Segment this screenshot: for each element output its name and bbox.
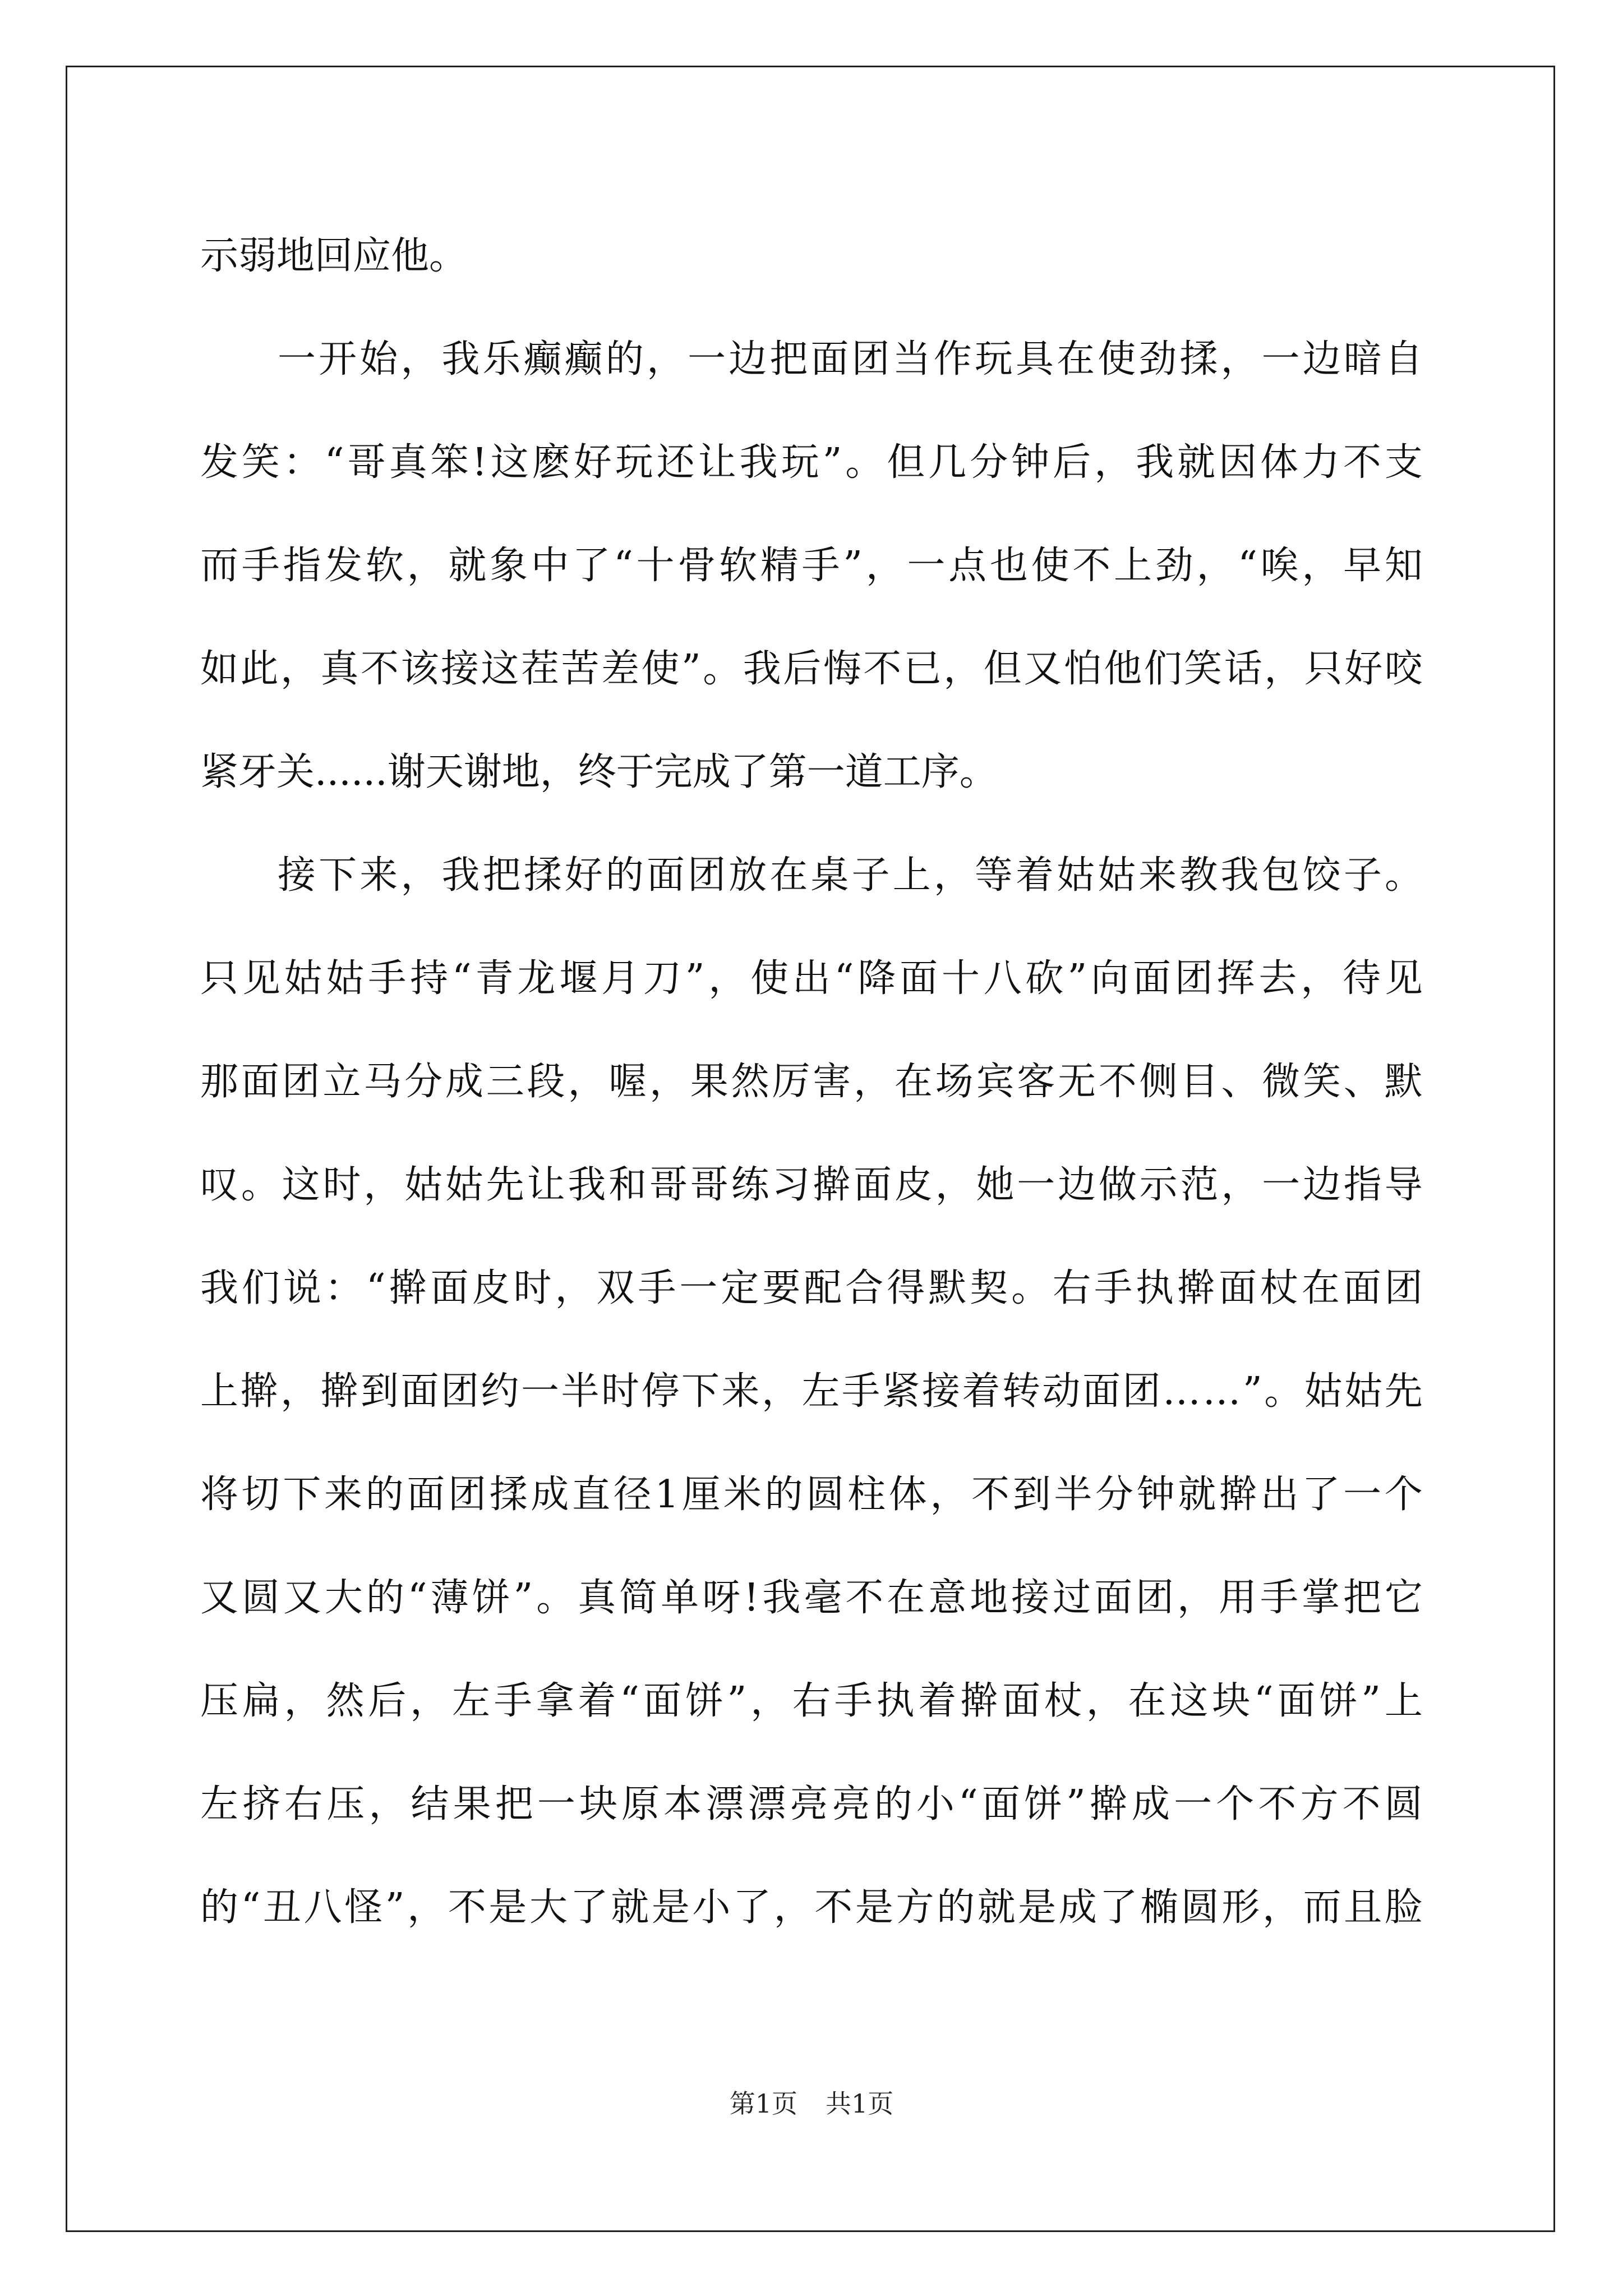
text-line-14 <box>200 1547 1423 1650</box>
text-line-11 <box>200 1237 1423 1340</box>
text-line-9 <box>200 1030 1423 1134</box>
text-line-4 <box>200 514 1423 618</box>
text-line-5 <box>200 618 1423 721</box>
text-line-12 <box>200 1340 1423 1443</box>
text-line-13 <box>200 1443 1423 1547</box>
text-line-8 <box>200 927 1423 1030</box>
text-line-16 <box>200 1753 1423 1856</box>
justified-glyphs: 左 挤 右 压 ， 结 果 把 一 块 原 本 漂 漂 亮 亮 的 小 “ 面 饼 ” 擀 成 一 个 不 方 不 圆 <box>200 1782 1423 1826</box>
justified-glyphs: 又 圆 又 大 的 “ 薄 饼 ” 。 真 简 单 呀 ! 我 毫 不 在 意 地 接 过 面 团 ， 用 手 掌 把 它 <box>200 1576 1423 1620</box>
justified-glyphs: 那 面 团 立 马 分 成 三 段 ， 喔 ， 果 然 厉 害 ， 在 场 宾 客 无 不 侧 目 、 微 笑 、 默 <box>200 1060 1423 1104</box>
text-line-15 <box>200 1650 1423 1753</box>
justified-glyphs: 只 见 姑 姑 手 持 “ 青 龙 堰 月 刀 ” ， 使 出 “ 降 面 十 八 砍 ” 向 面 团 挥 去 ， 待 见 <box>200 956 1423 1001</box>
page-total: 共1页 <box>826 2088 894 2119</box>
text-line-1: 示弱地回应他。 <box>200 234 468 278</box>
justified-glyphs: 上 擀 ， 擀 到 面 团 约 一 半 时 停 下 来 ， 左 手 紧 接 着 转 动 面 团 … … ” 。 姑 姑 先 <box>200 1369 1423 1414</box>
justified-glyphs: 接 下 来 ， 我 把 揉 好 的 面 团 放 在 桌 子 上 ， 等 着 姑 姑 来 教 我 包 饺 子 。 <box>278 853 1423 898</box>
text-line-3 <box>200 411 1423 514</box>
justified-glyphs: 叹 。 这 时 ， 姑 姑 先 让 我 和 哥 哥 练 习 擀 面 皮 ， 她 一 边 做 示 范 ， 一 边 指 导 <box>200 1163 1423 1207</box>
justified-glyphs: 一 开 始 ， 我 乐 癫 癫 的 ， 一 边 把 面 团 当 作 玩 具 在 使 劲 揉 ， 一 边 暗 自 <box>278 337 1423 381</box>
justified-glyphs: 将 切 下 来 的 面 团 揉 成 直 径 1 厘 米 的 圆 柱 体 ， 不 到 半 分 钟 就 擀 出 了 一 个 <box>200 1473 1423 1517</box>
justified-glyphs: 的 “ 丑 八 怪 ” ， 不 是 大 了 就 是 小 了 ， 不 是 方 的 就 是 成 了 椭 圆 形 ， 而 且 脸 <box>200 1885 1423 1930</box>
text-line-10 <box>200 1134 1423 1237</box>
justified-glyphs: 如 此 ， 真 不 该 接 这 茬 苦 差 使 ” 。 我 后 悔 不 已 ， 但 又 怕 他 们 笑 话 ， 只 好 咬 <box>200 647 1423 691</box>
text-line-17 <box>200 1856 1423 1959</box>
justified-glyphs: 而 手 指 发 软 ， 就 象 中 了 “ 十 骨 软 精 手 ” ， 一 点 也 使 不 上 劲 ， “ 唉 ， 早 知 <box>200 544 1423 588</box>
page-number: 第1页 <box>729 2088 797 2119</box>
text-line-2 <box>200 308 1423 411</box>
document-body <box>200 205 1423 1959</box>
justified-glyphs: 压 扁 ， 然 后 ， 左 手 拿 着 “ 面 饼 ” ， 右 手 执 着 擀 面 杖 ， 在 这 块 “ 面 饼 ” 上 <box>200 1679 1423 1723</box>
justified-glyphs: 发 笑 ： “ 哥 真 笨 ! 这 麽 好 玩 还 让 我 玩 ” 。 但 几 分 钟 后 ， 我 就 因 体 力 不 支 <box>200 440 1423 485</box>
text-line-6: 紧牙关......谢天谢地，终于完成了第一道工序。 <box>200 750 998 794</box>
justified-glyphs: 我 们 说 ： “ 擀 面 皮 时 ， 双 手 一 定 要 配 合 得 默 契 。 右 手 执 擀 面 杖 在 面 团 <box>200 1266 1423 1310</box>
text-line-7 <box>200 824 1423 927</box>
page-footer <box>0 2087 1623 2120</box>
